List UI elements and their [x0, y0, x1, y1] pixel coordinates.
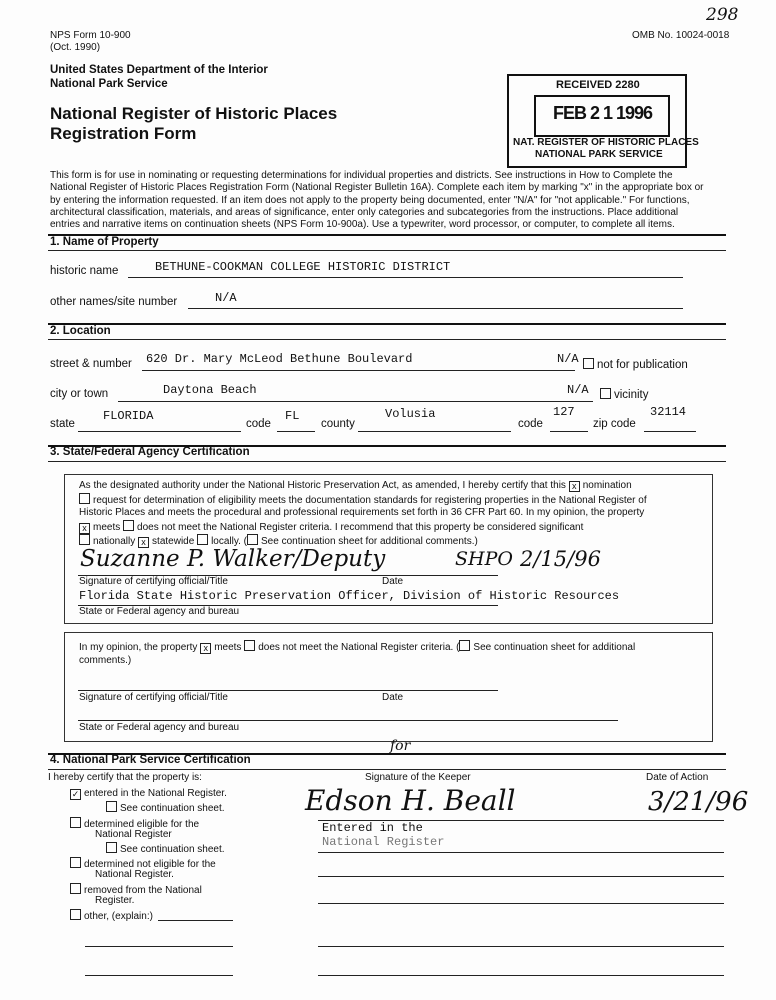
instructions: This form is for use in nominating or requesting determinations for individual properties and districts. See instructions in How to Complete the National Register of Historic Places Registration Form (National Register Bulletin 16A). Complete each item by marking "x" in the appropriate box or by entering the information requested. If an item does not apply to the property being documented, enter "N/A" for "not applicable." For functions, architectural classification, materials, and areas of significance, enter only categories and subcategories from the instructions. Place additional entries and narrative items on continuation sheets (NPS Form 10-900a). Use a typewriter, word processor, or computer, to complete all items. [50, 170, 704, 231]
opinion-signature-label: Signature of certifying official/Title [79, 692, 228, 703]
section-4-heading: 4. National Park Service Certification [50, 754, 251, 766]
city-value[interactable]: Daytona Beach [163, 383, 257, 397]
not-eligible-label-2: National Register. [95, 869, 174, 880]
state-value[interactable]: FLORIDA [103, 409, 154, 423]
stamp-line2: NATIONAL PARK SERVICE [535, 149, 663, 160]
removed-label-2: Register. [95, 895, 135, 906]
state-label: state [50, 418, 75, 430]
street-label: street & number [50, 358, 132, 370]
state-code-value[interactable]: FL [285, 409, 300, 423]
section-1-heading: 1. Name of Property [50, 236, 159, 248]
county-value[interactable]: Volusia [385, 407, 436, 421]
continuation-checkbox-1[interactable]: See continuation sheet. [106, 801, 225, 815]
entered-stamp-line1: Entered in the [322, 821, 423, 835]
signature-title: SHPO [455, 548, 513, 570]
stamp-date: FEB 2 1 1996 [553, 103, 653, 123]
certification-text: As the designated authority under the National Historic Preservation Act, as amended, I hereby certify that this x nomination request for determination of eligibility meets the documentation standards for registering properties in the National Register of Historic Places and meets the procedural and professional requirements set forth in 36 CFR Part 60. In my opinion, the property x meets does not meet the National Register criteria. I recommend that this property be considered significant nationally x statewide locally. ( See continuation sheet for additional comments.) [79, 480, 647, 548]
other-names-label: other names/site number [50, 296, 178, 308]
street-value[interactable]: 620 Dr. Mary McLeod Bethune Boulevard [146, 352, 413, 366]
zip-label: zip code [593, 418, 636, 430]
entered-checkbox[interactable]: ✓ entered in the National Register. [71, 788, 227, 799]
zip-value[interactable]: 32114 [650, 405, 687, 419]
date-label: Date [382, 576, 404, 587]
certifying-signature: Suzanne P. Walker/Deputy [80, 546, 386, 572]
other-checkbox[interactable]: other, (explain:) [70, 909, 153, 923]
not-for-publication-checkbox[interactable]: not for publication [583, 358, 688, 372]
handwritten-number: 298 [706, 5, 739, 25]
form-number: NPS Form 10-900 [50, 30, 131, 41]
department: United States Department of the Interior [50, 64, 268, 76]
opinion-agency-label: State or Federal agency and bureau [79, 722, 240, 733]
historic-name-value[interactable]: BETHUNE-COOKMAN COLLEGE HISTORIC DISTRICT [155, 260, 451, 274]
county-code-value[interactable]: 127 [553, 405, 575, 419]
opinion-text: In my opinion, the property x meets does not meet the National Register criteria. ( See continuation sheet for additional comments.) [79, 642, 636, 666]
not-eligible-checkbox[interactable]: determined not eligible for the [70, 857, 216, 871]
state-code-label: code [246, 418, 271, 430]
page-title: National Register of Historic Places [50, 104, 338, 123]
omb-number: OMB No. 10024-0018 [632, 30, 730, 41]
county-code-label: code [518, 418, 543, 430]
date-of-action-label: Date of Action [646, 772, 709, 783]
stamp-line1: NAT. REGISTER OF HISTORIC PLACES [513, 137, 699, 148]
signature-label: Signature of certifying official/Title [79, 576, 228, 587]
section-2-heading: 2. Location [50, 325, 111, 337]
keeper-label: Signature of the Keeper [365, 772, 471, 783]
removed-checkbox[interactable]: removed from the National [70, 883, 202, 897]
nfp-value: N/A [557, 352, 579, 366]
keeper-signature: Edson H. Beall [305, 784, 516, 817]
section-3-heading: 3. State/Federal Agency Certification [50, 446, 250, 458]
agency-label: State or Federal agency and bureau [79, 606, 240, 617]
stamp-received: RECEIVED 2280 [556, 79, 640, 91]
certify-intro: I hereby certify that the property is: [48, 772, 202, 783]
page-subtitle: Registration Form [50, 124, 197, 143]
eligible-checkbox[interactable]: determined eligible for the [70, 817, 199, 831]
continuation-checkbox-2[interactable]: See continuation sheet. [106, 842, 225, 856]
other-names-value[interactable]: N/A [215, 291, 237, 305]
vicinity-checkbox[interactable]: vicinity [600, 388, 649, 402]
county-label: county [321, 418, 355, 430]
action-date: 3/21/96 [648, 787, 749, 817]
entered-stamp-line2: National Register [322, 835, 445, 849]
agency: National Park Service [50, 78, 168, 90]
agency-value: Florida State Historic Preservation Officer, Division of Historic Resources [79, 589, 620, 603]
opinion-date-label: Date [382, 692, 404, 703]
eligible-label-2: National Register [95, 829, 172, 840]
city-label: city or town [50, 388, 109, 400]
keeper-for: for [390, 738, 411, 754]
signature-date: 2/15/96 [520, 547, 601, 571]
historic-name-label: historic name [50, 265, 119, 277]
form-date: (Oct. 1990) [50, 42, 101, 53]
vicinity-value: N/A [567, 383, 589, 397]
